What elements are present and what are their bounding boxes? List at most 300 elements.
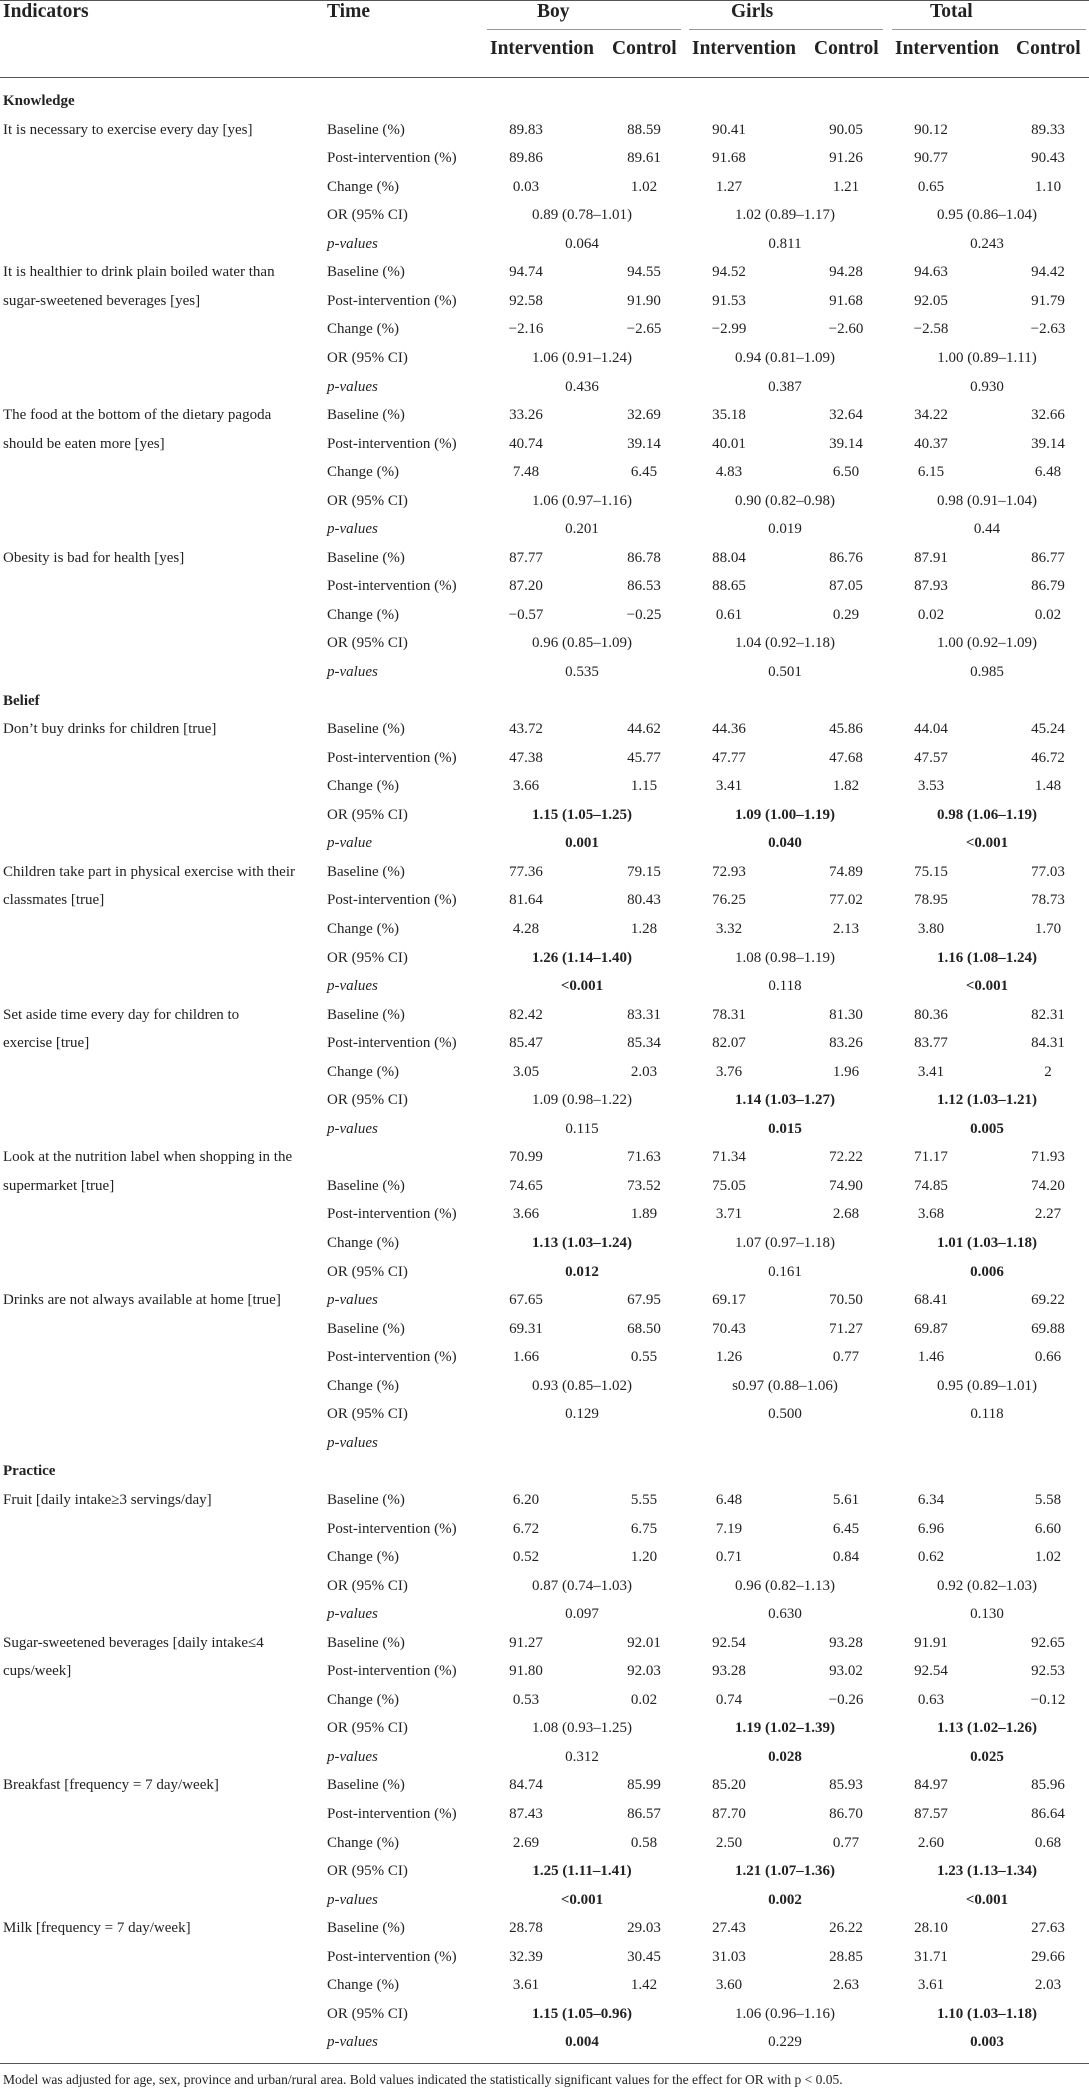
cell-total-intervention: 84.97: [914, 1777, 948, 1794]
cell-girls-intervention: 72.93: [712, 863, 746, 880]
cell-girls-control: 91.26: [829, 150, 863, 167]
table-row: [0, 1486, 1089, 1515]
time-label: OR (95% CI): [327, 2005, 408, 2022]
cell-boy-intervention: 91.27: [509, 1634, 543, 1651]
cell-boy-intervention: 89.86: [509, 150, 543, 167]
cell-total-control: 1.02: [1034, 1549, 1062, 1566]
table-row: [0, 1857, 1089, 1886]
header-rule-boy: [487, 29, 681, 30]
cell-boy: 0.89 (0.78–1.01): [532, 207, 632, 224]
cell-girls-intervention: 7.19: [715, 1520, 743, 1537]
table-row: [0, 173, 1089, 202]
cell-girls-control: 5.61: [832, 1491, 860, 1508]
cell-boy-control: 79.15: [627, 863, 661, 880]
table-row: [0, 972, 1089, 1001]
time-label: Post-intervention (%): [327, 1206, 457, 1223]
cell-total: 1.10 (1.03–1.18): [937, 2005, 1037, 2022]
cell-girls-intervention: 3.60: [715, 1977, 743, 1994]
cell-girls-intervention: 88.65: [712, 578, 746, 595]
cell-total-intervention: 31.71: [914, 1948, 948, 1965]
cell-total: 0.95 (0.89–1.01): [937, 1377, 1037, 1394]
table-row: [0, 401, 1089, 430]
cell-girls-control: 74.89: [829, 863, 863, 880]
time-label: Baseline (%): [327, 1634, 405, 1651]
time-label: Change (%): [327, 1235, 400, 1251]
indicator-label: Set aside time every day for children to: [3, 1006, 240, 1023]
cell-girls-control: 93.28: [829, 1634, 863, 1651]
cell-boy-control: 92.03: [627, 1663, 661, 1680]
cell-girls-control: −0.26: [828, 1691, 864, 1708]
cell-boy: 1.13 (1.03–1.24): [532, 1235, 632, 1251]
cell-girls-intervention: 3.76: [715, 1063, 743, 1080]
cell-total: 0.92 (0.82–1.03): [937, 1577, 1037, 1594]
cell-girls-control: 39.14: [829, 435, 863, 452]
table-row: [0, 230, 1089, 259]
indicator-label: exercise [true]: [3, 1035, 90, 1052]
time-label: p-values: [327, 978, 378, 995]
header-total-control: Control: [1016, 38, 1081, 59]
header-boy-control: Control: [612, 38, 677, 59]
time-label: Baseline (%): [327, 1320, 405, 1337]
time-label: Post-intervention (%): [327, 892, 457, 909]
table-row: [0, 487, 1089, 516]
cell-girls-intervention: 3.71: [715, 1206, 743, 1223]
cell-boy-intervention: 0.52: [512, 1549, 540, 1566]
cell-total-intervention: 75.15: [914, 863, 948, 880]
header-indicators: Indicators: [3, 1, 89, 22]
cell-total: 0.130: [970, 1606, 1004, 1623]
cell-boy-control: 2.03: [630, 1063, 658, 1080]
cell-boy-control: 85.34: [627, 1035, 661, 1052]
cell-total: 0.243: [970, 235, 1004, 252]
time-label: Post-intervention (%): [327, 1948, 457, 1965]
cell-girls-intervention: 82.07: [712, 1035, 746, 1052]
cell-girls-control: 0.84: [832, 1549, 860, 1566]
cell-boy-intervention: 3.61: [512, 1977, 540, 1994]
cell-total-control: 1.48: [1034, 778, 1062, 795]
time-label: Post-intervention (%): [327, 749, 457, 766]
indicator-label: classmates [true]: [3, 892, 105, 909]
table-row: [0, 515, 1089, 544]
cell-girls: 0.94 (0.81–1.09): [735, 349, 835, 366]
cell-girls: 0.501: [768, 664, 802, 680]
time-label: OR (95% CI): [327, 949, 408, 966]
cell-boy: 0.115: [565, 1120, 599, 1137]
cell-total-control: 89.33: [1031, 121, 1065, 138]
section-heading: Practice: [3, 1463, 56, 1480]
time-label: p-values: [327, 1292, 378, 1309]
cell-girls: 0.002: [768, 1891, 802, 1908]
time-label: Post-intervention (%): [327, 1035, 457, 1052]
cell-total-intervention: 92.54: [914, 1663, 948, 1680]
table-row: [0, 1029, 1089, 1058]
cell-boy-control: 92.01: [627, 1634, 661, 1651]
cell-total-control: 29.66: [1031, 1948, 1065, 1965]
cell-girls-intervention: 90.41: [712, 121, 746, 138]
cell-girls-intervention: 1.27: [715, 178, 743, 195]
time-label: Baseline (%): [327, 1177, 405, 1194]
table-row: [0, 1600, 1089, 1629]
cell-total-control: 92.53: [1031, 1663, 1065, 1680]
cell-girls-control: 6.45: [832, 1520, 860, 1537]
table-row: [0, 1657, 1089, 1686]
time-label: OR (95% CI): [327, 207, 408, 224]
cell-total: 1.12 (1.03–1.21): [937, 1092, 1037, 1109]
section-heading: Belief: [3, 692, 40, 709]
cell-total-intervention: 87.57: [914, 1806, 948, 1822]
table-row: [0, 944, 1089, 973]
cell-boy: 0.097: [565, 1606, 599, 1623]
header-group-boy: Boy: [537, 1, 570, 22]
cell-boy: 1.25 (1.11–1.41): [532, 1863, 632, 1880]
table-row: [0, 1315, 1089, 1344]
cell-total-control: 46.72: [1031, 749, 1065, 766]
cell-girls: 1.09 (1.00–1.19): [735, 806, 835, 823]
indicator-label: Look at the nutrition label when shopping in the: [3, 1149, 293, 1166]
cell-girls: 0.040: [768, 835, 802, 852]
cell-girls: 0.500: [768, 1406, 802, 1423]
cell-boy-control: 85.99: [627, 1777, 661, 1794]
cell-girls-intervention: 71.34: [712, 1149, 746, 1166]
cell-girls-intervention: 35.18: [712, 407, 746, 424]
cell-boy-intervention: 87.20: [509, 578, 543, 595]
cell-total-control: 90.43: [1031, 150, 1065, 167]
cell-total-intervention: 34.22: [914, 407, 948, 424]
cell-total-intervention: 87.93: [914, 578, 948, 595]
table-row: [0, 1115, 1089, 1144]
cell-boy-control: 83.31: [627, 1006, 661, 1023]
time-label: Change (%): [327, 1691, 400, 1708]
time-label: OR (95% CI): [327, 492, 408, 509]
cell-total: 1.13 (1.02–1.26): [937, 1720, 1037, 1737]
cell-girls-control: 71.27: [829, 1320, 863, 1337]
cell-girls-control: 86.76: [829, 549, 863, 566]
cell-boy-intervention: 77.36: [509, 863, 543, 880]
cell-girls-intervention: 3.41: [715, 778, 743, 795]
table-row: [0, 829, 1089, 858]
table-row: [0, 373, 1089, 402]
cell-total-control: 86.77: [1031, 549, 1065, 566]
cell-total-intervention: 83.77: [914, 1035, 948, 1052]
cell-girls-intervention: 76.25: [712, 892, 746, 909]
indicator-label: Drinks are not always available at home [true]: [3, 1292, 281, 1309]
cell-boy-intervention: 87.77: [509, 549, 543, 566]
cell-girls-control: 91.68: [829, 292, 863, 309]
time-label: OR (95% CI): [327, 1863, 408, 1880]
cell-boy-intervention: 6.20: [512, 1491, 540, 1508]
table-row: [0, 1286, 1089, 1315]
cell-boy: 0.129: [565, 1406, 599, 1423]
cell-boy: 0.535: [565, 664, 599, 680]
cell-total-control: 86.64: [1031, 1806, 1065, 1822]
cell-boy-control: 1.02: [630, 178, 658, 195]
cell-boy-control: 80.43: [627, 892, 661, 909]
cell-total-control: 74.20: [1031, 1177, 1065, 1194]
cell-boy-control: 45.77: [627, 749, 661, 766]
table-row: [0, 2028, 1089, 2057]
cell-girls-intervention: 92.54: [712, 1634, 746, 1651]
cell-boy: 1.06 (0.97–1.16): [532, 492, 632, 509]
cell-boy: 1.15 (1.05–1.25): [532, 806, 632, 823]
time-label: p-values: [327, 664, 378, 680]
cell-girls-control: 1.82: [832, 778, 860, 795]
table-row: [0, 1001, 1089, 1030]
time-label: Change (%): [327, 1834, 400, 1851]
cell-boy-control: 86.53: [627, 578, 661, 595]
cell-girls: 1.21 (1.07–1.36): [735, 1863, 835, 1880]
cell-boy-control: 1.42: [630, 1977, 658, 1994]
table-row: [0, 658, 1089, 687]
cell-total: 0.98 (1.06–1.19): [937, 806, 1037, 823]
cell-boy-control: 67.95: [627, 1292, 661, 1309]
cell-total-control: 27.63: [1031, 1920, 1065, 1937]
cell-boy: <0.001: [560, 1891, 604, 1908]
cell-total-intervention: 68.41: [914, 1292, 948, 1309]
cell-total-control: 82.31: [1031, 1006, 1065, 1023]
cell-boy-intervention: 85.47: [509, 1035, 543, 1052]
cell-boy-intervention: 67.65: [509, 1292, 543, 1309]
table-footnote: Model was adjusted for age, sex, province and urban/rural area. Bold values indicated the statistically significant values for the effect for OR with p < 0.05.: [3, 2071, 843, 2087]
table-row: [0, 1629, 1089, 1658]
cell-total-control: 2: [1044, 1063, 1052, 1080]
cell-boy-intervention: 89.83: [509, 121, 543, 138]
table-row: [0, 1714, 1089, 1743]
cell-total-intervention: −2.58: [913, 321, 949, 338]
cell-total: 0.025: [970, 1748, 1004, 1765]
cell-girls: s0.97 (0.88–1.06): [732, 1377, 838, 1394]
cell-total-control: 0.66: [1034, 1349, 1062, 1366]
cell-boy: 0.436: [565, 378, 599, 395]
cell-girls: 0.028: [768, 1748, 802, 1765]
table-row: [0, 1800, 1089, 1829]
table-row: [0, 801, 1089, 830]
time-label: Post-intervention (%): [327, 1349, 457, 1366]
cell-boy-intervention: 3.66: [512, 1206, 540, 1223]
time-label: p-value: [327, 835, 372, 852]
table-row: [0, 1058, 1089, 1087]
cell-total-control: 69.88: [1031, 1320, 1065, 1337]
table-row: [0, 1172, 1089, 1201]
cell-girls-intervention: 44.36: [712, 721, 746, 738]
header-group-girls: Girls: [731, 1, 774, 22]
table-row: [0, 1343, 1089, 1372]
time-label: OR (95% CI): [327, 1263, 408, 1280]
cell-girls-control: 87.05: [829, 578, 863, 595]
table-row: [0, 1572, 1089, 1601]
cell-girls-control: 1.21: [832, 178, 860, 195]
table-row: [0, 344, 1089, 373]
cell-total-control: −2.63: [1030, 321, 1066, 338]
cell-total-intervention: 6.34: [917, 1491, 945, 1508]
cell-total-control: 84.31: [1031, 1035, 1065, 1052]
cell-girls-control: 90.05: [829, 121, 863, 138]
cell-girls-control: 1.96: [832, 1063, 860, 1080]
section-row: [0, 87, 1089, 116]
table-row: [0, 1200, 1089, 1229]
cell-girls-intervention: 93.28: [712, 1663, 746, 1680]
cell-total-control: 85.96: [1031, 1777, 1065, 1794]
cell-boy: 0.93 (0.85–1.02): [532, 1377, 632, 1394]
cell-boy-control: 1.20: [630, 1549, 658, 1566]
time-label: Change (%): [327, 1377, 400, 1394]
cell-total-control: 69.22: [1031, 1292, 1065, 1309]
cell-boy-control: 1.15: [630, 778, 658, 795]
table-row: [0, 116, 1089, 145]
cell-total-intervention: 6.15: [917, 464, 945, 481]
table-row: [0, 858, 1089, 887]
cell-girls-control: 0.77: [832, 1349, 860, 1366]
cell-boy-control: 88.59: [627, 121, 661, 138]
cell-girls-control: 28.85: [829, 1948, 863, 1965]
time-label: p-values: [327, 1606, 378, 1623]
cell-total-intervention: 40.37: [914, 435, 948, 452]
cell-boy: 0.001: [565, 835, 599, 852]
time-label: Change (%): [327, 178, 400, 195]
table-row: [0, 1743, 1089, 1772]
time-label: p-values: [327, 235, 378, 252]
header-total-intervention: Intervention: [895, 38, 999, 59]
cell-total-control: 32.66: [1031, 407, 1065, 424]
cell-girls: 1.02 (0.89–1.17): [735, 207, 835, 224]
cell-girls-control: 0.29: [832, 606, 860, 623]
table-row: [0, 1086, 1089, 1115]
cell-total: 0.003: [970, 2034, 1004, 2051]
cell-boy-intervention: 3.66: [512, 778, 540, 795]
section-row: [0, 687, 1089, 716]
cell-boy-control: 44.62: [627, 721, 661, 738]
cell-girls-intervention: 47.77: [712, 749, 746, 766]
cell-boy-intervention: 6.72: [512, 1520, 540, 1537]
table-row: [0, 1258, 1089, 1287]
cell-girls-intervention: 87.70: [712, 1806, 746, 1822]
cell-girls-control: 83.26: [829, 1035, 863, 1052]
time-label: Change (%): [327, 464, 400, 481]
section-heading: Knowledge: [3, 93, 75, 109]
header-rule-total: [892, 29, 1086, 30]
table-row: [0, 1515, 1089, 1544]
cell-boy-control: 73.52: [627, 1177, 661, 1194]
cell-boy-control: 1.89: [630, 1206, 658, 1223]
cell-total-intervention: 0.63: [917, 1691, 945, 1708]
cell-total-intervention: 1.46: [917, 1349, 945, 1366]
cell-total-intervention: 2.60: [917, 1834, 945, 1851]
cell-total-control: 78.73: [1031, 892, 1065, 909]
cell-total-control: 77.03: [1031, 863, 1065, 880]
time-label: Change (%): [327, 321, 400, 338]
cell-total-intervention: 90.12: [914, 121, 948, 138]
time-label: Change (%): [327, 1977, 400, 1994]
cell-total-intervention: 74.85: [914, 1177, 948, 1194]
time-label: Post-intervention (%): [327, 578, 457, 595]
time-label: Change (%): [327, 1549, 400, 1566]
table-row: [0, 1429, 1089, 1458]
cell-girls: 1.04 (0.92–1.18): [735, 635, 835, 652]
time-label: OR (95% CI): [327, 349, 408, 366]
cell-girls-control: 32.64: [829, 407, 863, 424]
cell-boy-intervention: 94.74: [509, 264, 543, 281]
cell-boy-control: −0.25: [626, 606, 662, 623]
cell-boy: 1.26 (1.14–1.40): [532, 949, 632, 966]
table-row: [0, 1400, 1089, 1429]
table-row: [0, 886, 1089, 915]
cell-total-control: 91.79: [1031, 292, 1065, 309]
time-label: OR (95% CI): [327, 1577, 408, 1594]
cell-girls-control: 6.50: [832, 464, 860, 481]
cell-girls: 1.14 (1.03–1.27): [735, 1092, 835, 1109]
cell-total: 1.01 (1.03–1.18): [937, 1235, 1037, 1251]
cell-total-intervention: 78.95: [914, 892, 948, 909]
cell-boy-intervention: 3.05: [512, 1063, 540, 1080]
cell-girls-intervention: −2.99: [711, 321, 747, 338]
table-row: [0, 258, 1089, 287]
cell-total-intervention: 92.05: [914, 292, 948, 309]
cell-boy: 0.004: [565, 2034, 599, 2051]
cell-total: 1.00 (0.92–1.09): [937, 635, 1037, 652]
cell-girls: 0.630: [768, 1606, 802, 1623]
table-header: [0, 0, 1089, 78]
cell-total-intervention: 80.36: [914, 1006, 948, 1023]
indicator-label: cups/week]: [3, 1663, 72, 1680]
cell-boy-intervention: 4.28: [512, 920, 540, 937]
cell-girls-control: 47.68: [829, 749, 863, 766]
cell-boy-control: 0.55: [630, 1349, 658, 1366]
header-girls-control: Control: [814, 38, 879, 59]
cell-girls-control: 2.68: [832, 1206, 860, 1223]
cell-girls: 0.387: [768, 378, 802, 395]
cell-boy: 1.08 (0.93–1.25): [532, 1720, 632, 1737]
table-row: [0, 458, 1089, 487]
cell-total-intervention: 0.65: [917, 178, 945, 195]
cell-girls: 0.229: [768, 2034, 802, 2051]
time-label: Change (%): [327, 1063, 400, 1080]
cell-girls-control: 26.22: [829, 1920, 863, 1937]
header-time: Time: [327, 1, 370, 22]
cell-total: 0.006: [970, 1263, 1004, 1280]
cell-girls: 0.96 (0.82–1.13): [735, 1577, 835, 1594]
cell-girls-intervention: 1.26: [715, 1349, 743, 1366]
table-row: [0, 629, 1089, 658]
cell-girls-intervention: 91.68: [712, 150, 746, 167]
time-label: p-values: [327, 1891, 378, 1908]
cell-boy-intervention: 87.43: [509, 1806, 543, 1822]
table-row: [0, 315, 1089, 344]
cell-girls-control: 74.90: [829, 1177, 863, 1194]
time-label: Baseline (%): [327, 407, 405, 424]
cell-boy: 0.87 (0.74–1.03): [532, 1577, 632, 1594]
cell-girls-control: 85.93: [829, 1777, 863, 1794]
cell-total-intervention: 3.61: [917, 1977, 945, 1994]
cell-total-intervention: 44.04: [914, 721, 948, 738]
cell-girls-control: 81.30: [829, 1006, 863, 1023]
table-row: [0, 601, 1089, 630]
cell-girls-intervention: 85.20: [712, 1777, 746, 1794]
table-row: [0, 2000, 1089, 2029]
cell-girls-intervention: 69.17: [712, 1292, 746, 1309]
cell-total-intervention: 3.80: [917, 920, 945, 937]
time-label: Baseline (%): [327, 721, 405, 738]
cell-boy-control: 29.03: [627, 1920, 661, 1937]
time-label: Change (%): [327, 920, 400, 937]
time-label: OR (95% CI): [327, 1092, 408, 1109]
cell-boy-intervention: 28.78: [509, 1920, 543, 1937]
cell-boy-intervention: 74.65: [509, 1177, 543, 1194]
cell-total-intervention: 6.96: [917, 1520, 945, 1537]
cell-boy-intervention: 32.39: [509, 1948, 543, 1965]
cell-boy: 0.012: [565, 1263, 599, 1280]
cell-girls-intervention: 78.31: [712, 1006, 746, 1023]
time-label: p-values: [327, 1748, 378, 1765]
cell-boy: 0.312: [565, 1748, 599, 1765]
